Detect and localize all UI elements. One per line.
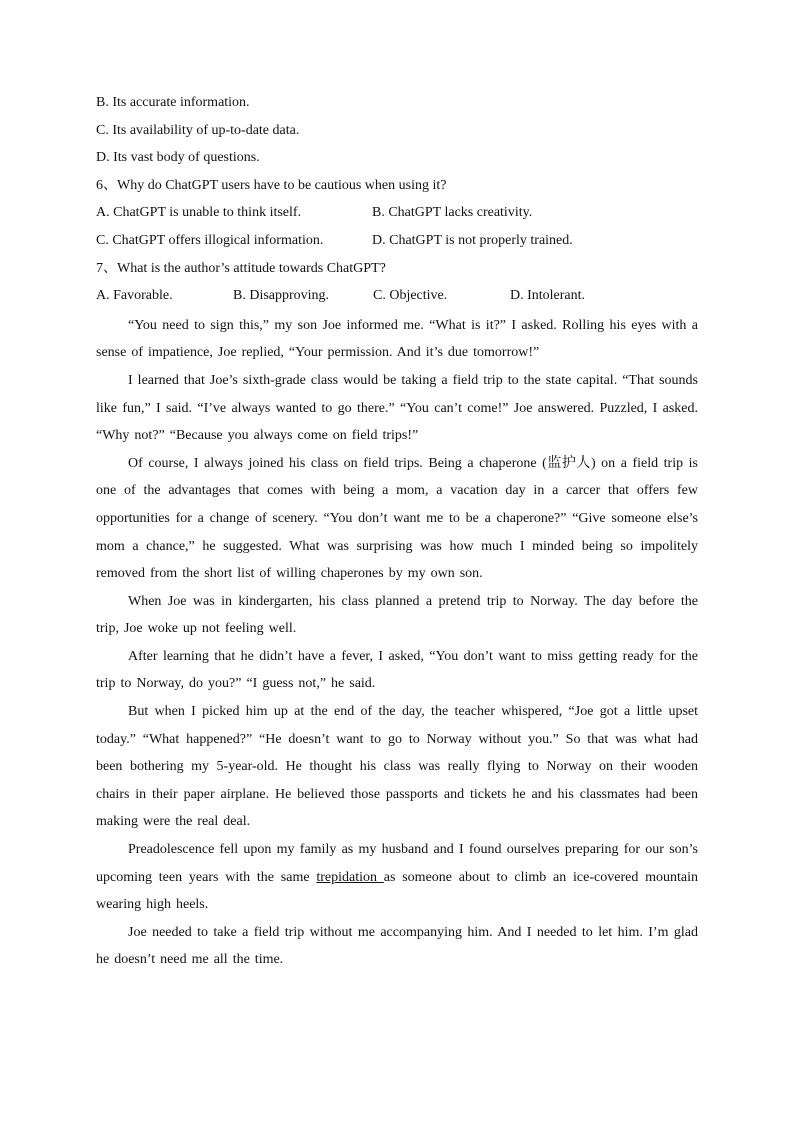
passage-paragraph-2: I learned that Joe’s sixth-grade class would be taking a field trip to the state capital. “That sounds like fun,” I said. “I’ve always wanted to go there.” “You can’t come!” Joe answered. Puzzled, I asked. “Why not?” “Because you always come on field trips!” xyxy=(96,372,698,444)
question-7-option-d: D. Intolerant. xyxy=(510,288,586,304)
question-6-stem: 6、Why do ChatGPT users have to be cautious when using it? xyxy=(96,177,447,193)
question-6-option-b: B. ChatGPT lacks creativity. xyxy=(372,205,533,221)
option-b-prev: B. Its accurate information. xyxy=(96,95,250,110)
question-7-option-c: C. Objective. xyxy=(373,288,448,304)
passage-paragraph-7 xyxy=(96,836,698,919)
underlined-word-trepidation: trepidation xyxy=(316,869,384,885)
question-7-option-b: B. Disapproving. xyxy=(233,288,330,304)
paragraph-7-text-start: Preadolescence fell upon my family as my husband and I found ourselves preparing for our son’s upcoming teen years with the same xyxy=(96,842,698,885)
question-6-options-row-2 xyxy=(96,231,698,251)
document-page xyxy=(96,93,698,974)
question-7-stem: 7、What is the author’s attitude towards ChatGPT? xyxy=(96,260,386,276)
question-6-option-a: A. ChatGPT is unable to think itself. xyxy=(96,205,302,221)
passage-paragraph-5: After learning that he didn’t have a fever, I asked, “You don’t want to miss getting ready for the trip to Norway, do you?” “I guess not,” he said. xyxy=(96,648,698,692)
passage-paragraph-1: “You need to sign this,” my son Joe informed me. “What is it?” I asked. Rolling his eyes with a sense of impatience, Joe replied, “Your permission. And it’s due tomorrow!” xyxy=(96,317,698,361)
question-6-option-d: D. ChatGPT is not properly trained. xyxy=(372,232,573,248)
option-c-prev: C. Its availability of up-to-date data. xyxy=(96,122,300,138)
option-d-prev: D. Its vast body of questions. xyxy=(96,150,260,166)
question-6-option-c: C. ChatGPT offers illogical information. xyxy=(96,232,324,248)
passage-paragraph-8: Joe needed to take a field trip without me accompanying him. And I needed to let him. I’m glad he doesn’t need me all the time. xyxy=(96,924,698,968)
question-7-options-row xyxy=(96,286,698,306)
paragraph-7-text-end: as someone about to climb an ice-covered mountain wearing high heels. xyxy=(96,869,698,913)
passage-paragraph-4: When Joe was in kindergarten, his class planned a pretend trip to Norway. The day before the trip, Joe woke up not feeling well. xyxy=(96,593,698,637)
passage-paragraph-6: But when I picked him up at the end of the day, the teacher whispered, “Joe got a little upset today.” “What happened?” “He doesn’t want to go to Norway without you.” So that was what had been bothering my 5-year-old. He thought his class was really flying to Norway on their wooden chairs in their paper airplane. He believed those passports and tickets he and his classmates had been making were the real deal. xyxy=(96,704,698,830)
question-6-options-row-1 xyxy=(96,203,698,223)
passage-paragraph-3: Of course, I always joined his class on field trips. Being a chaperone (监护人) on a field trip is one of the advantages that comes with being a mom, a vacation day in a carcer that offers few opportunities for a change of scenery. “You don’t want me to be a chaperone?” “Give someone else’s mom a chance,” he suggested. What was surprising was how much I minded being so impolitely removed from the short list of willing chaperones by my own son. xyxy=(96,455,698,582)
question-7-option-a: A. Favorable. xyxy=(96,288,173,304)
